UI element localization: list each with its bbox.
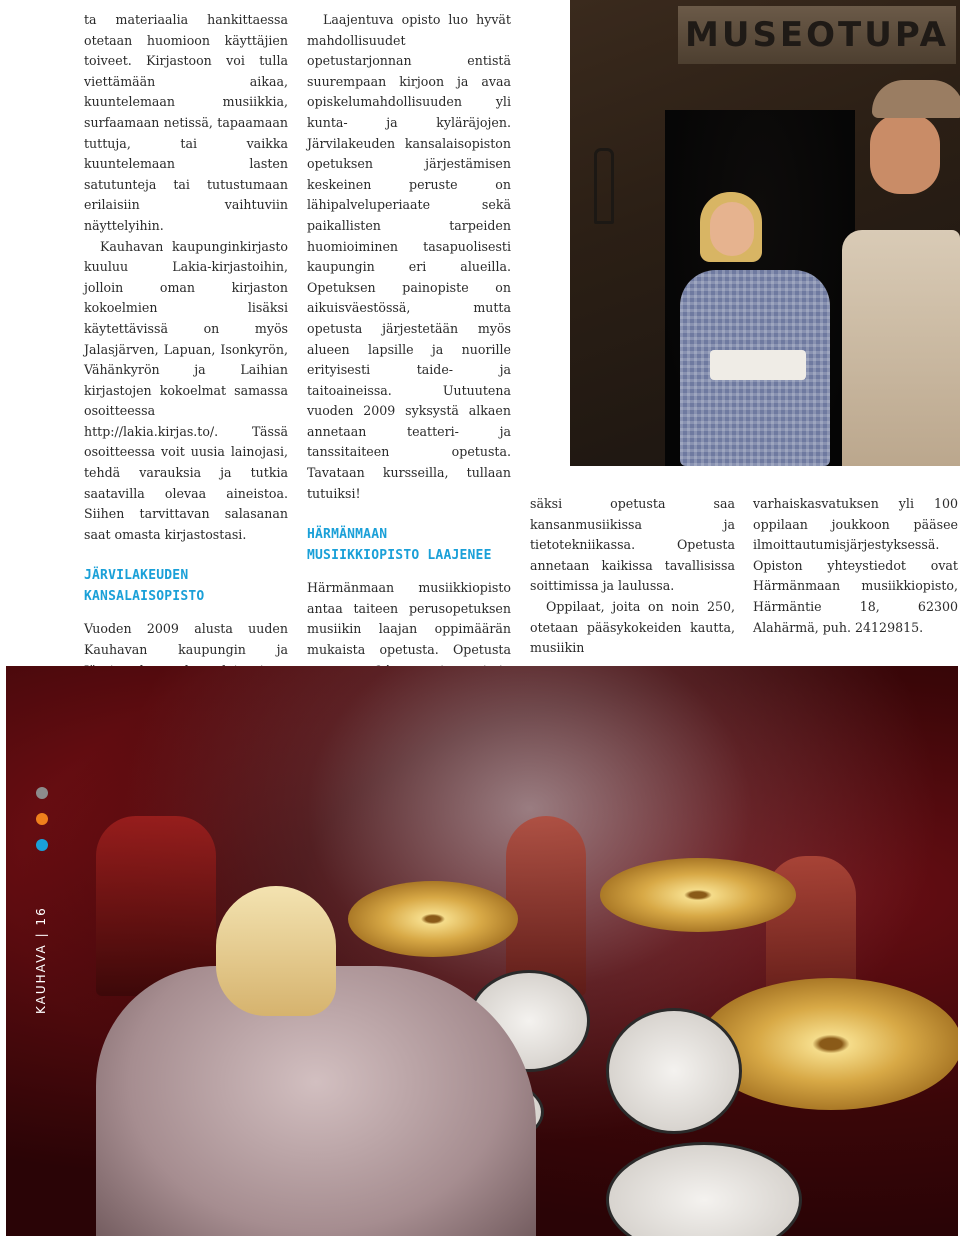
man-with-cap <box>842 70 960 466</box>
text-column-3 <box>530 494 735 659</box>
girl-in-checked-dress <box>680 190 840 466</box>
vest <box>842 230 960 466</box>
drummer-photo <box>6 666 958 1236</box>
decorative-dots <box>36 787 48 865</box>
guitarist <box>506 816 586 996</box>
cymbal <box>600 858 796 932</box>
face <box>870 114 940 194</box>
heading-line: MUSIIKKIOPISTO LAAJENEE <box>307 548 492 564</box>
cap <box>872 80 960 118</box>
apron <box>710 350 806 380</box>
museum-photo <box>570 0 960 466</box>
paragraph: ta materiaalia hankittaessa otetaan huomioon käyttäjien toiveet. Kirjastoon voi tulla viettämään aikaa, kuuntelemaan musiikkia, surfaamaan netissä, tapaamaan tuttuja, tai vaikka kuuntelemaan lasten satutunteja tai tutustumaan erilaisiin vaihtuviin näyttelyihin. <box>84 12 288 233</box>
heading-line: HÄRMÄNMAAN <box>307 527 388 543</box>
page-folio: KAUHAVA | 16 <box>34 906 48 1014</box>
cymbal <box>348 881 518 957</box>
orange-dot-icon <box>36 813 48 825</box>
section-heading-jarvilakeuden <box>84 565 288 607</box>
gray-dot-icon <box>36 787 48 799</box>
text-column-4 <box>753 494 958 638</box>
drum <box>606 1142 802 1236</box>
paragraph: Härmänmaan musiikkiopisto antaa taiteen perusopetuksen musiikin laajan oppimäärän mukaista opetusta. Opetusta <box>307 580 511 658</box>
paragraph: varhaiskasvatuksen yli 100 oppilaan joukkoon pääsee ilmoittautumisjärjestyksessä. Opiston yhteystiedot ovat Härmänmaan musiikkiopisto, Härmäntie 18, 62300 Alahärmä, puh. 24129815. <box>753 496 958 635</box>
heading-line: JÄRVILAKEUDEN <box>84 568 189 584</box>
blue-dot-icon <box>36 839 48 851</box>
drummer-hair <box>216 886 336 1016</box>
face <box>710 202 754 256</box>
museum-sign: MUSEOTUPA <box>678 6 956 64</box>
heading-line: KANSALAISOPISTO <box>84 589 205 605</box>
section-heading-harmanmaan <box>307 524 511 566</box>
key-icon <box>594 148 614 224</box>
drum <box>606 1008 742 1134</box>
paragraph: Laajentuva opisto luo hyvät mahdollisuudet opetustarjonnan entistä suurempaan kirjoon ja avaa opiskelumahdollisuuden yli kunta- ja kyläräjojen. Järvilakeuden kansalaisopiston opetuksen järjestämisen keskeinen peruste on lähipalveluperiaate sekä paikallisten tarpeiden huomioiminen tasapuolisesti kaupungin eri alueilla. Opetuksen painopiste on aikuisväestössä, mutta opetusta järjestetään myös alueen lapsille ja nuorille erityisesti taide- ja taitoaineissa. Uutuutena vuoden 2009 syksystä alkaen annetaan teatteri- ja tanssitaiteen opetusta. Tavataan kursseilla, tullaan tutuiksi! <box>307 12 511 501</box>
paragraph: Oppilaat, joita on noin 250, otetaan pääsykokeiden kautta, musiikin <box>530 598 735 656</box>
paragraph: Vuoden 2009 alusta uuden Kauhavan kaupungin ja <box>84 621 288 658</box>
paragraph: säksi opetusta saa kansanmusiikissa ja tietotekniikassa. Opetusta annetaan kaikissa tavallisissa soittimissa ja laulussa. <box>530 496 735 594</box>
paragraph: Kauhavan kaupunginkirjasto kuuluu Lakia-kirjastoihin, jolloin oman kirjaston kokoelmien lisäksi käytettävissä on myös Jalasjärven, Lapuan, Isonkyrön, Vähänkyrön ja Laihian kirjastojen kokoelmat samassa osoitteessa http://lakia.kirjas.to/. Tässä osoitteessa voit uusia lainojasi, tehdä varauksia ja tutkia saatavilla olevaa aineistoa. Siihen tarvittavan salasanan saat omasta kirjastostasi. <box>84 238 288 542</box>
